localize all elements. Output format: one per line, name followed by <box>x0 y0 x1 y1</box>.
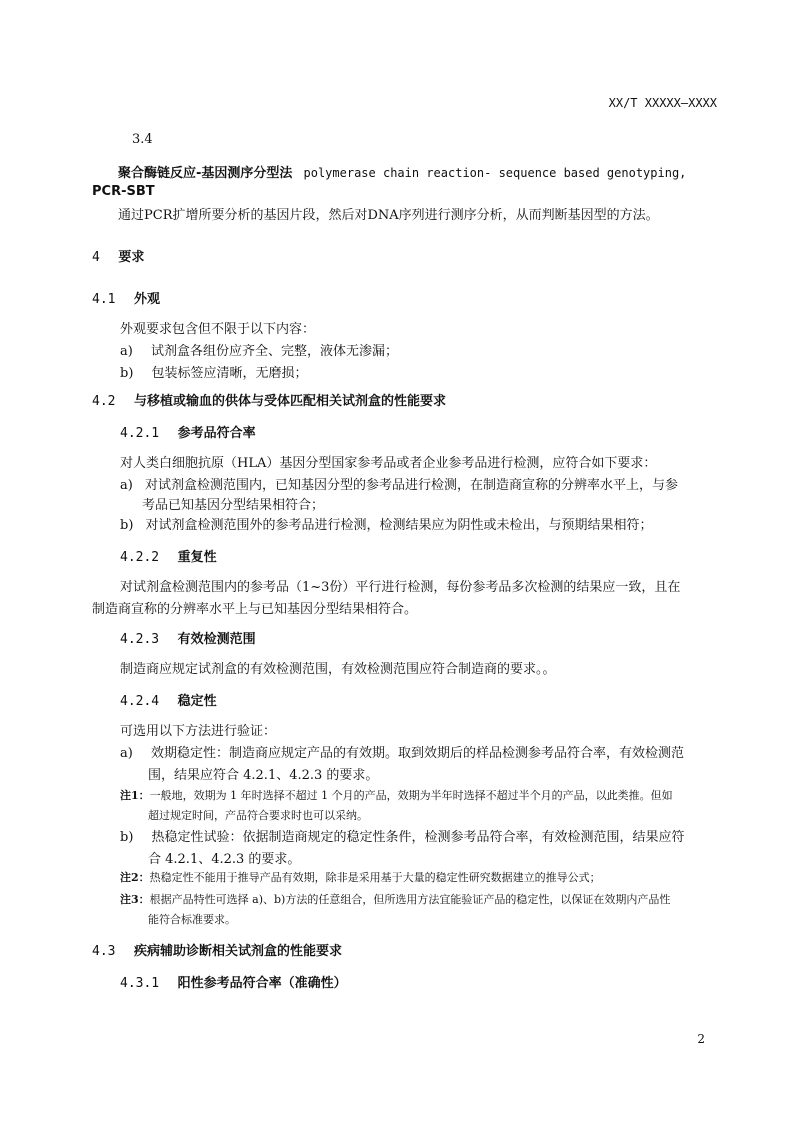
note-text: 一般地，效期为 1 年时选择不超过 1 个月的产品，效期为半年时选择不超过半个月的产品，以此类推。但如 <box>149 789 673 802</box>
note <box>120 891 670 907</box>
note-label: 注3： <box>120 893 150 906</box>
list-marker: b) <box>120 830 134 845</box>
list-item <box>120 514 653 533</box>
term-chinese: 聚合酶链反应-基因测序分型法 <box>118 166 293 181</box>
note-text: 热稳定性不能用于推导产品有效期，除非是采用基于大量的稳定性研究数据建立的推导公式； <box>149 871 601 884</box>
list-text-continued: 考品已知基因分型结果相符合； <box>142 498 325 513</box>
list-marker: b) <box>120 518 134 533</box>
section-number: 4.2 <box>92 394 116 409</box>
section-number: 4.2.3 <box>120 632 160 647</box>
list-text-continued: 合 4.2.1、4.2.3 的要求。 <box>148 852 301 867</box>
note-text-continued: 能符合标准要求。 <box>148 913 236 926</box>
section-4-2-2-heading <box>120 546 217 565</box>
section-number: 4 <box>92 250 100 265</box>
appearance-intro: 外观要求包含但不限于以下内容： <box>120 322 316 337</box>
page-number: 2 <box>697 1032 705 1046</box>
list-marker: a) <box>120 746 133 761</box>
list-text: 热稳定性试验：依据制造商规定的稳定性条件，检测参考品符合率，有效检测范围，结果应符 <box>151 830 685 845</box>
note-text-continued: 超过规定时间，产品符合要求时也可以采纳。 <box>148 809 368 822</box>
section-title: 重复性 <box>177 550 217 565</box>
section-title: 阳性参考品符合率（准确性） <box>177 976 347 991</box>
list-text-continued: 围，结果应符合 4.2.1、4.2.3 的要求。 <box>148 768 379 783</box>
list-text: 对试剂盒检测范围内，已知基因分型的参考品进行检测，在制造商宣称的分辨率水平上，与参 <box>144 478 678 493</box>
term-english: polymerase chain reaction- sequence based genotyping, <box>303 166 687 180</box>
list-item <box>120 362 308 381</box>
clause-3-4-number: 3.4 <box>132 132 153 147</box>
list-item <box>120 826 685 845</box>
section-title: 要求 <box>118 250 145 265</box>
repeatability-text: 对试剂盒检测范围内的参考品（1~3份）平行进行检测，每份参考品多次检测的结果应一致，且在 <box>120 580 681 595</box>
list-text: 试剂盒各组份应齐全、完整，液体无渗漏； <box>150 344 398 359</box>
section-number: 4.3.1 <box>120 976 160 991</box>
section-title: 与移植或输血的供体与受体匹配相关试剂盒的性能要求 <box>134 394 447 409</box>
list-item <box>120 742 684 761</box>
detection-range-text: 制造商应规定试剂盒的有效检测范围，有效检测范围应符合制造商的要求。。 <box>120 662 556 677</box>
list-text: 包装标签应清晰，无磨损； <box>151 366 308 381</box>
list-marker: a) <box>120 478 133 493</box>
term-abbreviation: PCR-SBT <box>92 184 155 199</box>
note <box>120 869 601 885</box>
list-item <box>120 474 678 493</box>
section-4-2-1-heading <box>120 422 256 441</box>
section-number: 4.2.2 <box>120 550 160 565</box>
section-title: 稳定性 <box>177 694 217 709</box>
section-title: 有效检测范围 <box>177 632 256 647</box>
document-code-header: XX/T XXXXX—XXXX <box>608 96 717 110</box>
repeatability-text-continued: 制造商宣称的分辨率水平上与已知基因分型结果相符合。 <box>92 602 418 617</box>
note-label: 注2： <box>120 871 150 884</box>
list-text: 效期稳定性：制造商应规定产品的有效期。取到效期后的样品检测参考品符合率，有效检测范 <box>150 746 684 761</box>
section-number: 4.2.4 <box>120 694 160 709</box>
list-marker: b) <box>120 366 134 381</box>
list-item <box>120 340 398 359</box>
section-4-2-3-heading <box>120 628 256 647</box>
term-entry <box>118 162 686 181</box>
section-title: 外观 <box>134 292 161 307</box>
section-number: 4.2.1 <box>120 426 160 441</box>
list-text: 对试剂盒检测范围外的参考品进行检测，检测结果应为阴性或未检出，与预期结果相符； <box>145 518 653 533</box>
section-4-3-heading <box>92 940 342 959</box>
reference-intro: 对人类白细胞抗原（HLA）基因分型国家参考品或者企业参考品进行检测，应符合如下要求： <box>120 456 657 471</box>
section-4-2-heading <box>92 390 446 409</box>
note <box>120 787 673 803</box>
section-4-1-heading <box>92 288 160 307</box>
section-number: 4.3 <box>92 944 116 959</box>
note-label: 注1： <box>120 789 150 802</box>
section-title: 参考品符合率 <box>177 426 256 441</box>
section-number: 4.1 <box>92 292 116 307</box>
section-4-heading <box>92 246 144 265</box>
section-4-2-4-heading <box>120 690 217 709</box>
list-marker: a) <box>120 344 133 359</box>
section-4-3-1-heading <box>120 972 347 991</box>
section-title: 疾病辅助诊断相关试剂盒的性能要求 <box>134 944 343 959</box>
note-text: 根据产品特性可选择 a)、b)方法的任意组合，但所选用方法宜能验证产品的稳定性，以保证在效期内产品性 <box>149 893 671 906</box>
term-definition: 通过PCR扩增所要分析的基因片段，然后对DNA序列进行测序分析，从而判断基因型的方法。 <box>118 208 659 223</box>
stability-intro: 可选用以下方法进行验证： <box>120 724 277 739</box>
